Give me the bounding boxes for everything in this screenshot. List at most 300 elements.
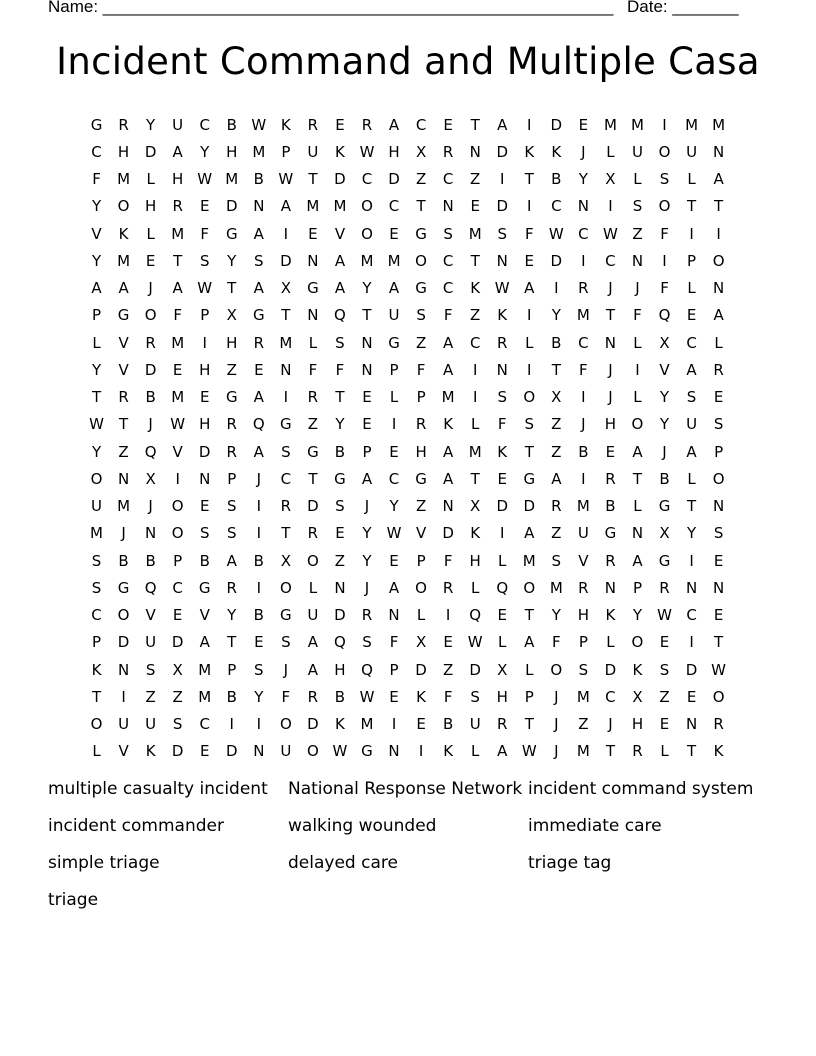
grid-letter[interactable]: K [713,742,724,761]
grid-letter[interactable]: S [254,251,264,270]
grid-letter[interactable]: M [171,224,185,243]
grid-letter[interactable]: Y [659,388,670,407]
grid-letter[interactable]: G [252,306,265,325]
grid-letter[interactable]: I [716,224,721,243]
grid-letter[interactable]: L [606,142,615,161]
grid-letter[interactable]: M [549,578,563,597]
grid-letter[interactable]: U [686,142,698,161]
grid-letter[interactable]: D [604,660,617,679]
grid-letter[interactable]: G [90,115,103,134]
grid-letter[interactable]: X [226,306,237,325]
grid-letter[interactable]: X [145,469,156,488]
grid-letter[interactable]: G [334,469,346,488]
grid-letter[interactable]: R [713,360,724,379]
grid-letter[interactable]: M [576,687,590,706]
grid-letter[interactable]: F [443,687,453,706]
grid-letter[interactable]: C [172,578,183,597]
grid-letter[interactable]: T [632,469,643,488]
grid-letter[interactable]: J [635,279,640,298]
grid-letter[interactable]: S [659,660,670,679]
grid-letter[interactable]: Z [226,360,237,379]
date-field[interactable]: Date: _______ [627,0,739,16]
grid-letter[interactable]: T [605,742,615,761]
grid-letter[interactable]: C [442,251,454,270]
grid-letter[interactable]: F [660,279,669,298]
grid-letter[interactable]: C [686,606,697,625]
grid-letter[interactable]: X [470,497,481,516]
grid-letter[interactable]: J [554,687,559,706]
grid-letter[interactable]: L [498,551,507,570]
grid-letter[interactable]: E [659,715,670,734]
grid-letter[interactable]: P [281,142,291,161]
grid-letter[interactable]: L [633,170,642,189]
grid-letter[interactable]: N [253,742,265,761]
grid-letter[interactable]: F [416,360,426,379]
grid-letter[interactable]: L [471,415,480,434]
grid-letter[interactable]: J [256,469,262,488]
grid-letter[interactable]: Y [659,415,670,434]
grid-letter[interactable]: R [361,606,373,625]
grid-letter[interactable]: N [199,469,211,488]
grid-letter[interactable]: I [445,606,451,625]
grid-letter[interactable]: S [145,660,156,679]
grid-letter[interactable]: U [469,715,481,734]
grid-letter[interactable]: W [251,115,267,134]
grid-letter[interactable]: Q [469,606,482,625]
grid-letter[interactable]: U [145,633,157,652]
grid-letter[interactable]: T [524,442,534,461]
grid-letter[interactable]: S [416,306,426,325]
grid-letter[interactable]: J [121,524,126,543]
grid-letter[interactable]: I [689,551,694,570]
grid-letter[interactable]: S [524,415,535,434]
grid-letter[interactable]: M [468,224,482,243]
grid-letter[interactable]: C [605,687,616,706]
grid-letter[interactable]: L [525,660,534,679]
grid-letter[interactable]: R [442,142,454,161]
grid-letter[interactable]: L [308,333,318,352]
grid-letter[interactable]: K [335,715,345,734]
grid-letter[interactable]: H [117,142,130,161]
grid-letter[interactable]: E [199,197,210,216]
grid-letter[interactable]: S [578,660,589,679]
grid-letter[interactable]: B [118,551,129,570]
grid-letter[interactable]: L [308,578,318,597]
grid-letter[interactable]: W [657,606,672,625]
grid-letter[interactable]: M [117,170,131,189]
grid-letter[interactable]: V [118,360,129,379]
grid-letter[interactable]: D [334,170,346,189]
grid-letter[interactable]: L [633,497,642,516]
grid-letter[interactable]: Y [551,306,561,325]
grid-letter[interactable]: A [388,279,400,298]
grid-letter[interactable]: E [578,115,589,134]
grid-letter[interactable]: K [524,142,535,161]
grid-letter[interactable]: T [470,115,480,134]
grid-letter[interactable]: S [254,660,264,679]
grid-letter[interactable]: P [632,578,642,597]
grid-letter[interactable]: E [443,115,453,134]
grid-letter[interactable]: N [712,497,725,516]
grid-letter[interactable]: C [551,197,562,216]
grid-letter[interactable]: K [605,606,616,625]
grid-letter[interactable]: B [334,442,346,461]
grid-letter[interactable]: C [442,170,454,189]
grid-letter[interactable]: Y [146,115,156,134]
grid-letter[interactable]: A [172,279,183,298]
grid-letter[interactable]: C [469,333,481,352]
grid-letter[interactable]: Z [470,306,481,325]
grid-letter[interactable]: Y [200,142,210,161]
grid-letter[interactable]: J [608,279,613,298]
grid-letter[interactable]: S [172,715,183,734]
grid-letter[interactable]: C [199,715,210,734]
grid-letter[interactable]: Y [227,251,237,270]
grid-letter[interactable]: C [388,469,400,488]
grid-letter[interactable]: Z [145,687,156,706]
grid-letter[interactable]: H [496,687,508,706]
grid-letter[interactable]: N [496,251,508,270]
grid-letter[interactable]: M [279,333,293,352]
grid-letter[interactable]: J [608,388,613,407]
grid-letter[interactable]: B [145,551,156,570]
grid-letter[interactable]: E [713,551,724,570]
grid-letter[interactable]: S [226,497,237,516]
grid-letter[interactable]: S [443,224,453,243]
grid-letter[interactable]: G [307,442,319,461]
grid-letter[interactable]: Y [362,551,372,570]
grid-letter[interactable]: X [172,660,183,679]
grid-letter[interactable]: B [659,469,670,488]
grid-letter[interactable]: A [713,170,724,189]
grid-letter[interactable]: O [90,715,103,734]
grid-letter[interactable]: B [145,388,156,407]
grid-letter[interactable]: W [711,660,727,679]
letter-grid[interactable] [83,111,732,765]
grid-letter[interactable]: P [200,306,210,325]
grid-letter[interactable]: G [225,224,238,243]
grid-letter[interactable]: W [467,633,483,652]
grid-letter[interactable]: P [227,469,237,488]
grid-letter[interactable]: P [416,551,426,570]
grid-letter[interactable]: I [391,415,397,434]
grid-letter[interactable]: L [146,224,155,243]
grid-letter[interactable]: X [280,279,291,298]
grid-letter[interactable]: H [199,415,211,434]
grid-letter[interactable]: T [416,197,426,216]
grid-letter[interactable]: B [605,497,616,516]
grid-letter[interactable]: U [280,742,292,761]
grid-letter[interactable]: K [497,306,508,325]
grid-letter[interactable]: T [524,715,534,734]
grid-letter[interactable]: N [388,606,400,625]
grid-letter[interactable]: G [658,551,671,570]
grid-letter[interactable]: D [144,142,157,161]
grid-letter[interactable]: T [227,279,237,298]
grid-letter[interactable]: U [118,715,130,734]
grid-letter[interactable]: L [146,170,155,189]
grid-letter[interactable]: S [335,497,345,516]
grid-letter[interactable]: L [498,633,507,652]
grid-letter[interactable]: Z [551,442,562,461]
grid-letter[interactable]: T [524,170,534,189]
grid-letter[interactable]: C [686,333,697,352]
grid-letter[interactable]: R [118,388,129,407]
grid-letter[interactable]: N [307,251,319,270]
grid-letter[interactable]: X [280,551,291,570]
grid-letter[interactable]: U [307,606,319,625]
grid-letter[interactable]: Z [551,415,562,434]
grid-letter[interactable]: L [687,469,696,488]
grid-letter[interactable]: U [145,715,157,734]
grid-letter[interactable]: I [554,279,559,298]
grid-letter[interactable]: D [117,633,130,652]
grid-letter[interactable]: F [660,224,669,243]
grid-letter[interactable]: G [117,578,130,597]
grid-letter[interactable]: S [713,524,724,543]
grid-letter[interactable]: I [689,633,694,652]
grid-letter[interactable]: L [606,633,615,652]
grid-letter[interactable]: Q [144,578,157,597]
grid-letter[interactable]: D [442,524,454,543]
grid-letter[interactable]: K [280,115,291,134]
grid-letter[interactable]: W [602,224,618,243]
grid-letter[interactable]: T [605,306,615,325]
grid-letter[interactable]: R [226,415,237,434]
grid-letter[interactable]: Q [361,660,373,679]
grid-letter[interactable]: R [442,578,454,597]
grid-letter[interactable]: E [145,251,156,270]
grid-letter[interactable]: M [712,115,726,134]
grid-letter[interactable]: N [307,306,319,325]
grid-letter[interactable]: P [416,388,426,407]
grid-letter[interactable]: N [442,497,454,516]
grid-letter[interactable]: X [632,687,643,706]
grid-letter[interactable]: H [144,197,157,216]
grid-letter[interactable]: A [632,442,643,461]
grid-letter[interactable]: N [496,360,508,379]
grid-letter[interactable]: G [388,333,400,352]
grid-letter[interactable]: N [712,279,725,298]
grid-letter[interactable]: W [332,742,348,761]
grid-letter[interactable]: F [281,687,291,706]
grid-letter[interactable]: R [307,687,319,706]
grid-letter[interactable]: Z [551,524,562,543]
grid-letter[interactable]: X [415,142,427,161]
grid-letter[interactable]: I [175,469,180,488]
grid-letter[interactable]: Z [415,170,427,189]
grid-letter[interactable]: X [497,660,508,679]
grid-letter[interactable]: G [415,279,427,298]
grid-letter[interactable]: I [662,115,667,134]
grid-letter[interactable]: Z [442,660,454,679]
grid-letter[interactable]: P [173,551,183,570]
grid-letter[interactable]: D [144,360,157,379]
grid-letter[interactable]: O [117,197,130,216]
grid-letter[interactable]: S [470,687,480,706]
grid-letter[interactable]: W [197,170,213,189]
grid-letter[interactable]: R [497,333,508,352]
grid-letter[interactable]: I [527,306,532,325]
grid-letter[interactable]: E [389,551,399,570]
grid-letter[interactable]: I [472,360,478,379]
grid-letter[interactable]: K [551,142,562,161]
grid-letter[interactable]: X [605,170,616,189]
grid-letter[interactable]: O [631,415,644,434]
grid-letter[interactable]: N [685,578,698,597]
grid-letter[interactable]: T [173,251,183,270]
grid-letter[interactable]: W [494,279,510,298]
grid-letter[interactable]: Z [415,333,427,352]
grid-letter[interactable]: N [334,578,346,597]
grid-letter[interactable]: R [253,333,265,352]
grid-letter[interactable]: K [632,660,643,679]
grid-letter[interactable]: W [548,224,564,243]
grid-letter[interactable]: B [226,115,237,134]
grid-letter[interactable]: F [92,170,101,189]
grid-letter[interactable]: L [471,742,480,761]
grid-letter[interactable]: S [713,415,724,434]
grid-letter[interactable]: I [418,742,424,761]
grid-letter[interactable]: F [633,306,642,325]
grid-letter[interactable]: I [527,197,532,216]
grid-letter[interactable]: I [500,170,505,189]
grid-letter[interactable]: G [117,306,130,325]
grid-letter[interactable]: M [630,115,644,134]
grid-letter[interactable]: I [283,224,289,243]
grid-letter[interactable]: E [308,224,318,243]
grid-letter[interactable]: S [551,551,562,570]
grid-letter[interactable]: A [443,360,454,379]
grid-letter[interactable]: Z [659,687,670,706]
grid-letter[interactable]: X [551,388,562,407]
grid-letter[interactable]: T [524,606,534,625]
grid-letter[interactable]: R [415,415,427,434]
grid-letter[interactable]: T [118,415,129,434]
grid-letter[interactable]: U [172,115,184,134]
grid-letter[interactable]: B [253,551,264,570]
grid-letter[interactable]: S [497,224,507,243]
grid-letter[interactable]: J [148,415,153,434]
grid-letter[interactable]: Y [578,170,588,189]
grid-letter[interactable]: E [713,606,724,625]
grid-letter[interactable]: A [334,251,346,270]
grid-letter[interactable]: A [388,115,400,134]
grid-letter[interactable]: M [90,524,103,543]
grid-letter[interactable]: G [280,415,292,434]
grid-letter[interactable]: K [416,687,426,706]
grid-letter[interactable]: F [524,224,534,243]
grid-letter[interactable]: M [576,306,590,325]
grid-letter[interactable]: L [633,388,642,407]
grid-letter[interactable]: A [443,469,454,488]
grid-letter[interactable]: Q [334,306,346,325]
grid-letter[interactable]: N [685,715,698,734]
grid-letter[interactable]: V [334,224,346,243]
grid-letter[interactable]: I [608,197,613,216]
grid-letter[interactable]: P [362,442,372,461]
grid-letter[interactable]: T [335,388,345,407]
grid-letter[interactable]: U [307,142,319,161]
grid-letter[interactable]: D [171,742,184,761]
name-field[interactable]: Name: ______________________________________________________ [48,0,614,16]
grid-letter[interactable]: N [712,142,725,161]
grid-letter[interactable]: J [581,142,586,161]
grid-letter[interactable]: D [198,442,211,461]
grid-letter[interactable]: E [335,115,345,134]
grid-letter[interactable]: W [278,170,294,189]
grid-letter[interactable]: E [524,251,535,270]
grid-letter[interactable]: V [118,742,129,761]
grid-letter[interactable]: B [226,687,237,706]
grid-letter[interactable]: A [361,469,373,488]
grid-letter[interactable]: Z [470,170,481,189]
grid-letter[interactable]: C [578,224,589,243]
grid-letter[interactable]: J [148,497,153,516]
grid-letter[interactable]: S [91,578,102,597]
grid-letter[interactable]: B [253,606,264,625]
grid-letter[interactable]: L [714,333,723,352]
grid-letter[interactable]: V [91,224,102,243]
grid-letter[interactable]: V [118,333,129,352]
grid-letter[interactable]: P [524,687,534,706]
grid-letter[interactable]: Y [91,442,102,461]
grid-letter[interactable]: S [632,197,643,216]
grid-letter[interactable]: E [199,388,210,407]
grid-letter[interactable]: K [335,142,345,161]
grid-letter[interactable]: T [308,469,318,488]
grid-letter[interactable]: Q [496,578,509,597]
grid-letter[interactable]: V [578,551,589,570]
grid-letter[interactable]: F [497,415,507,434]
grid-letter[interactable]: M [306,197,320,216]
grid-letter[interactable]: I [256,715,262,734]
grid-letter[interactable]: W [359,687,375,706]
grid-letter[interactable]: G [658,497,671,516]
grid-letter[interactable]: N [604,333,617,352]
grid-letter[interactable]: I [472,388,478,407]
grid-letter[interactable]: W [359,142,375,161]
grid-letter[interactable]: G [604,524,617,543]
grid-letter[interactable]: A [524,524,535,543]
grid-letter[interactable]: E [254,633,264,652]
grid-letter[interactable]: M [441,388,455,407]
grid-letter[interactable]: E [172,606,183,625]
grid-letter[interactable]: E [362,388,372,407]
grid-letter[interactable]: V [172,442,183,461]
grid-letter[interactable]: A [307,633,319,652]
grid-letter[interactable]: U [91,497,103,516]
grid-letter[interactable]: O [361,224,373,243]
grid-letter[interactable]: R [145,333,156,352]
grid-letter[interactable]: V [145,606,156,625]
grid-letter[interactable]: M [117,497,131,516]
grid-letter[interactable]: P [687,251,697,270]
grid-letter[interactable]: W [386,524,402,543]
grid-letter[interactable]: P [92,306,102,325]
grid-letter[interactable]: L [92,333,101,352]
grid-letter[interactable]: E [172,360,183,379]
grid-letter[interactable]: S [335,333,345,352]
grid-letter[interactable]: C [415,115,427,134]
grid-letter[interactable]: S [281,633,291,652]
grid-letter[interactable]: K [470,524,481,543]
grid-letter[interactable]: P [578,633,588,652]
grid-letter[interactable]: N [631,524,644,543]
grid-letter[interactable]: B [442,715,454,734]
grid-letter[interactable]: T [362,306,372,325]
grid-letter[interactable]: S [659,170,670,189]
